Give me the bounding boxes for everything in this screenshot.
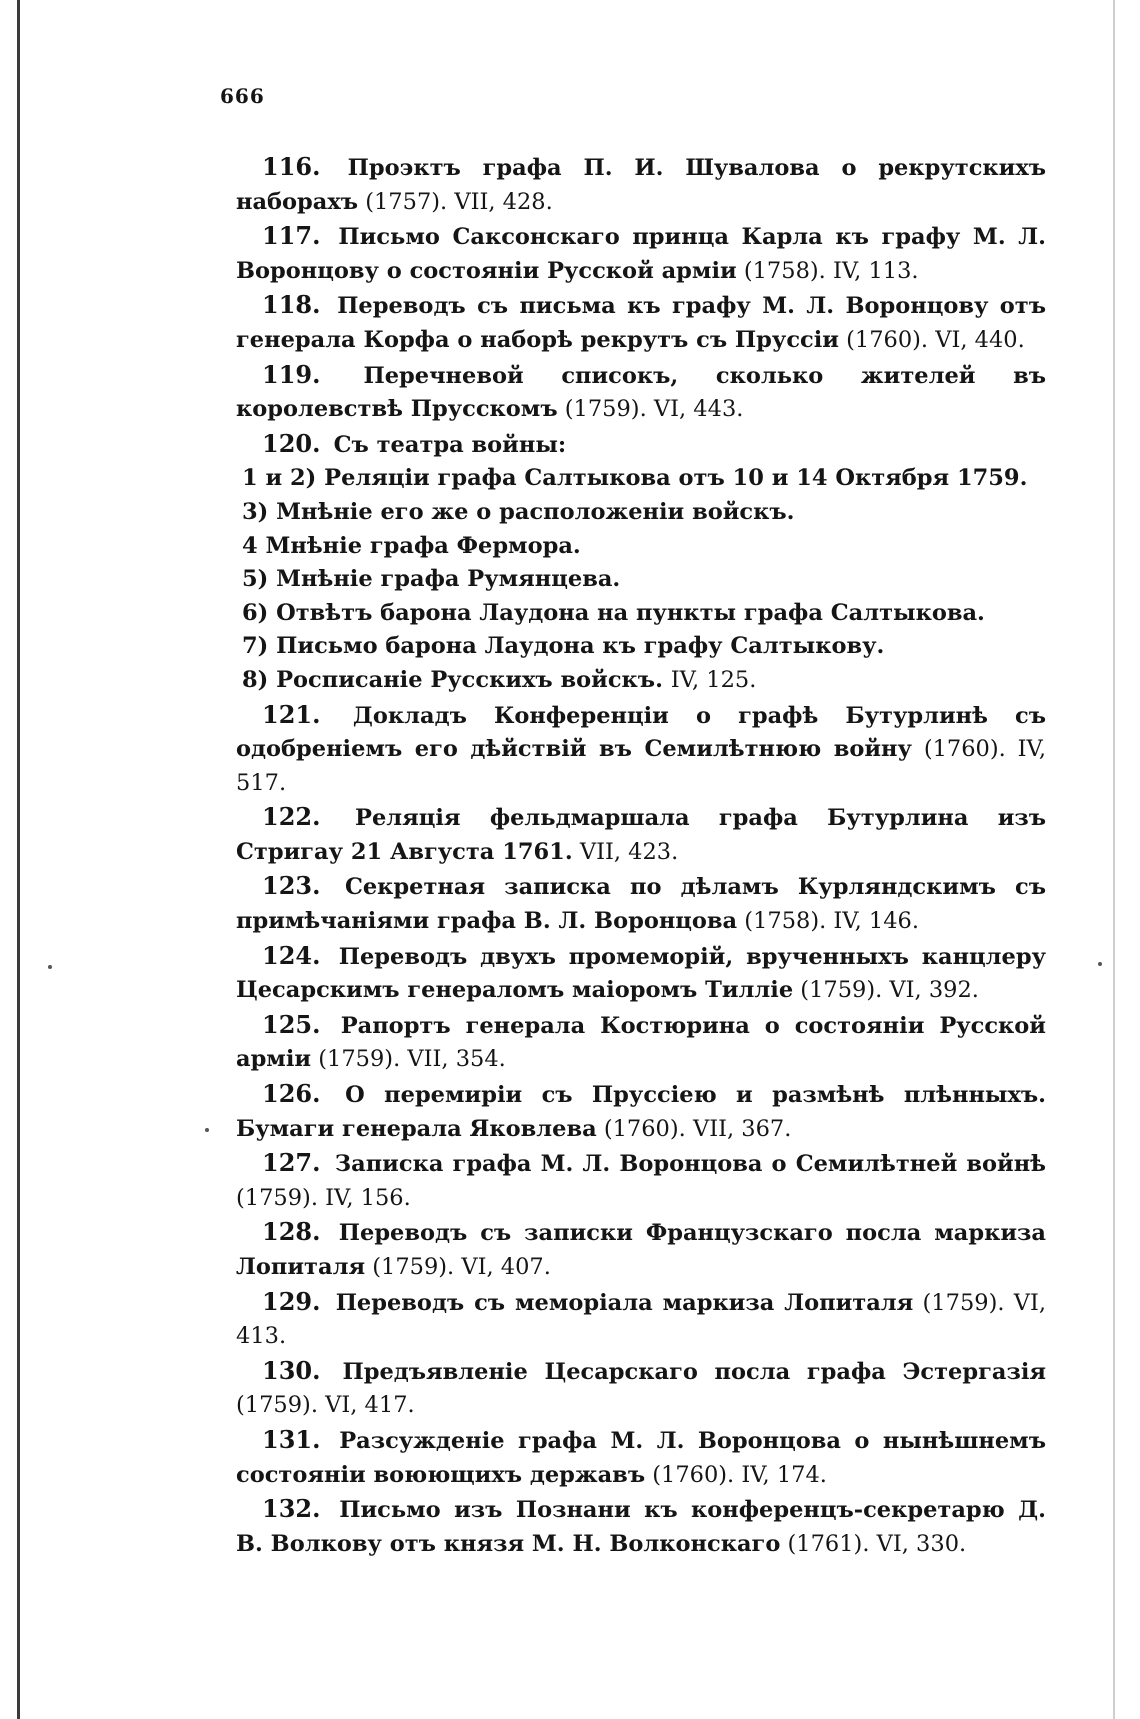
entry-number: 121. [262, 699, 321, 729]
entry-reference: (1761). VI, 330. [787, 1530, 967, 1557]
entry-number: 128. [262, 1217, 321, 1247]
entry-116 [236, 150, 1046, 219]
entry-title: Рапортъ генерала Костюрина о состояніи Русской арміи [236, 1012, 1046, 1073]
entry-number: 117. [262, 221, 321, 251]
entry-125 [236, 1008, 1046, 1077]
entry-title: Съ театра войны: [333, 431, 567, 458]
entry-120-item [236, 462, 1046, 496]
entry-number: 126. [262, 1079, 321, 1109]
entry-118 [236, 288, 1046, 357]
entry-title: Переводъ съ меморіала маркиза Лопиталя [335, 1289, 914, 1316]
sub-item-text: 6) Отвѣтъ барона Лаудона на пункты графа Салтыкова. [242, 599, 985, 626]
entry-reference: (1758). IV, 113. [743, 257, 919, 284]
sub-item-text: 1 и 2) Реляціи графа Салтыкова отъ 10 и 14 Октября 1759. [242, 465, 1028, 492]
entry-number: 116. [262, 152, 321, 181]
page-number: 666 [220, 84, 265, 108]
entry-reference: (1759). VI, 443. [564, 396, 744, 423]
entry-120-item [236, 630, 1046, 664]
entry-reference: (1760). IV, 517. [236, 736, 1047, 796]
entry-130 [236, 1354, 1046, 1423]
entry-title: Письмо изъ Познани къ конференцъ-секретарю Д. В. Волкову отъ князя М. Н. Волконскаго [236, 1497, 1046, 1557]
entry-reference: (1759). VI, 407. [372, 1254, 551, 1280]
entry-title: Перечневой списокъ, сколько жителей въ королевствѣ Прусскомъ [236, 362, 1047, 423]
entry-reference: (1758). IV, 146. [744, 908, 920, 935]
entry-121 [236, 698, 1046, 801]
entry-120 [236, 427, 1046, 463]
entry-127 [236, 1146, 1046, 1215]
entry-number: 132. [262, 1494, 321, 1524]
entry-title: Реляція фельдмаршала графа Бутурлина изъ Стригау 21 Августа 1761. [236, 805, 1046, 865]
entry-reference: VII, 423. [579, 838, 679, 865]
entry-title: Секретная записка по дѣламъ Курляндскимъ съ примѣчаніями графа В. Л. Воронцова [236, 874, 1046, 935]
scan-speck [205, 1128, 209, 1132]
entry-132 [236, 1492, 1046, 1561]
entry-title: Переводъ съ письма къ графу М. Л. Воронцову отъ генерала Корфа о наборѣ рекрутъ съ Пруссіи [236, 293, 1047, 353]
entry-126 [236, 1077, 1046, 1146]
sub-item-text: 7) Письмо барона Лаудона къ графу Салтыкову. [242, 633, 885, 660]
entry-120-item [236, 530, 1046, 564]
entry-129 [236, 1285, 1046, 1354]
scan-right-border [1113, 0, 1115, 1719]
entry-117 [236, 219, 1046, 288]
entry-number: 123. [262, 871, 321, 901]
entry-number: 129. [262, 1286, 321, 1316]
entry-number: 122. [262, 802, 321, 832]
sub-item-text: 3) Мнѣніе его же о расположеніи войскъ. [242, 498, 795, 525]
sub-item-text: 5) Мнѣніе графа Румянцева. [242, 566, 621, 593]
sub-item-reference: IV, 125. [670, 666, 757, 693]
entry-reference: (1759). IV, 156. [236, 1184, 411, 1211]
entry-title: Переводъ съ записки Французскаго посла маркиза Лопиталя [236, 1220, 1046, 1280]
scan-speck [1098, 962, 1102, 966]
scan-left-border [17, 0, 20, 1719]
entry-reference: (1757). VII, 428. [365, 188, 553, 215]
entry-reference: (1759). VI, 413. [236, 1289, 1047, 1350]
entry-120-item [236, 563, 1046, 597]
entry-119 [236, 358, 1046, 427]
entry-reference: (1759). VI, 417. [236, 1392, 415, 1419]
entry-120-item [236, 597, 1046, 631]
entry-number: 120. [262, 428, 321, 458]
entry-131 [236, 1423, 1046, 1492]
entry-reference: (1760). IV, 174. [652, 1461, 827, 1488]
entry-128 [236, 1215, 1046, 1284]
entry-title: Разсужденіе графа М. Л. Воронцова о нынѣшнемъ состояніи воюющихъ державъ [236, 1427, 1046, 1488]
entry-123 [236, 869, 1046, 938]
entry-title: Записка графа М. Л. Воронцова о Семилѣтней войнѣ [334, 1151, 1046, 1178]
entry-title: О перемиріи съ Пруссіею и размѣнѣ плѣнныхъ. Бумаги генерала Яковлева [236, 1082, 1046, 1142]
entry-title: Предъявленіе Цесарскаго посла графа Эстергазія [342, 1358, 1046, 1385]
entry-number: 127. [262, 1148, 321, 1178]
entry-120-item [236, 496, 1046, 530]
scan-speck [48, 965, 52, 969]
sub-item-text: 4 Мнѣніе графа Фермора. [242, 532, 581, 559]
entry-124 [236, 939, 1046, 1008]
entry-title: Переводъ двухъ промеморій, врученныхъ канцлеру Цесарскимъ генераломъ маіоромъ Тилліе [236, 943, 1046, 1004]
entry-reference: (1760). VII, 367. [603, 1115, 792, 1142]
entry-122 [236, 800, 1046, 869]
entry-title: Проэктъ графа П. И. Шувалова о рекрутскихъ наборахъ [236, 155, 1047, 215]
entry-number: 131. [262, 1424, 321, 1454]
entry-120-item [236, 664, 1046, 698]
entry-reference: (1759). VI, 392. [800, 977, 979, 1004]
entry-number: 124. [262, 940, 321, 970]
entry-number: 118. [262, 290, 321, 320]
entry-title: Письмо Саксонскаго принца Карла къ графу М. Л. Воронцову о состояніи Русской арміи [236, 224, 1047, 284]
entry-number: 119. [262, 359, 321, 389]
entry-reference: (1760). VI, 440. [846, 326, 1025, 353]
entry-number: 125. [262, 1009, 321, 1039]
entry-number: 130. [262, 1355, 321, 1385]
sub-item-text: 8) Росписаніе Русскихъ войскъ. [242, 666, 663, 693]
entry-list [236, 150, 1046, 1561]
entry-reference: (1759). VII, 354. [318, 1046, 506, 1073]
entry-title: Докладъ Конференціи о графѣ Бутурлинѣ съ одобреніемъ его дѣйствій въ Семилѣтнюю войну [236, 702, 1046, 763]
